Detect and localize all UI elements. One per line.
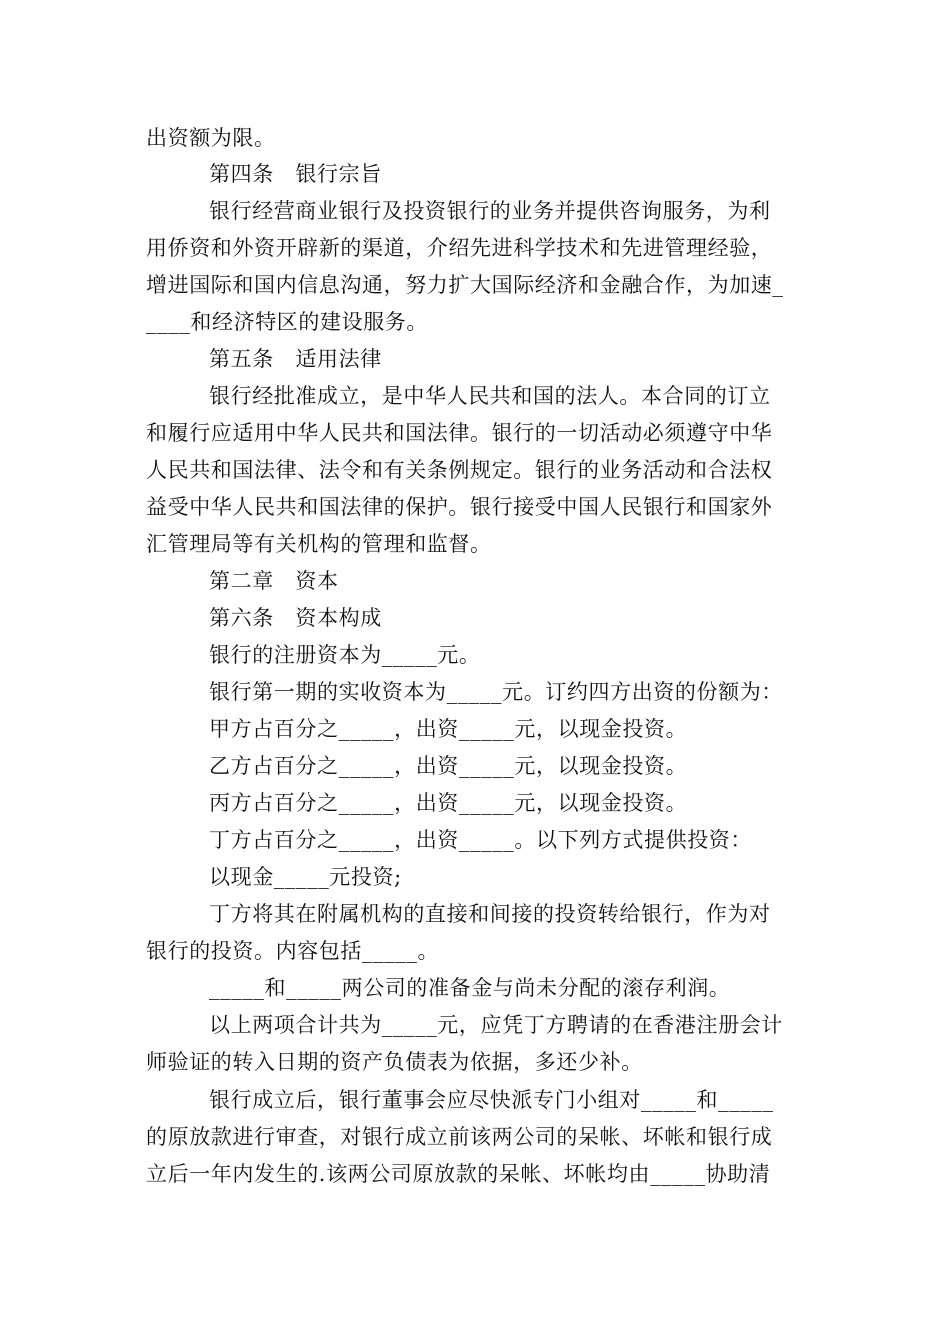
text-line: 银行经营商业银行及投资银行的业务并提供咨询服务，为利 (209, 199, 771, 223)
text-line: 丁方占百分之_____，出资_____。以下列方式提供投资： (209, 828, 752, 852)
article-heading: 第六条 资本构成 (209, 606, 382, 630)
text-line: 乙方占百分之_____，出资_____元，以现金投资。 (209, 754, 688, 778)
text-line: 银行成立后，银行董事会应尽快派专门小组对_____和_____ (209, 1088, 774, 1112)
text-line: 汇管理局等有关机构的管理和监督。 (146, 532, 492, 556)
text-line: 以上两项合计共为_____元，应凭丁方聘请的在香港注册会计 (209, 1013, 783, 1037)
text-line: 甲方占百分之_____，出资_____元，以现金投资。 (209, 717, 688, 741)
text-line: 用侨资和外资开辟新的渠道，介绍先进科学技术和先进管理经验， (146, 236, 773, 260)
text-line: 银行经批准成立，是中华人民共和国的法人。本合同的订立 (209, 384, 771, 408)
text-line: 以现金_____元投资; (209, 865, 402, 889)
text-line: 人民共和国法律、法令和有关条例规定。银行的业务活动和合法权 (146, 458, 773, 482)
text-line: 的原放款进行审查，对银行成立前该两公司的呆帐、坏帐和银行成 (146, 1125, 773, 1149)
article-heading: 第四条 银行宗旨 (209, 162, 382, 186)
text-line: _____和_____两公司的准备金与尚未分配的滚存利润。 (209, 976, 731, 1000)
chapter-heading: 第二章 资本 (209, 569, 339, 593)
text-line: 丁方将其在附属机构的直接和间接的投资转给银行，作为对 (209, 902, 771, 926)
text-line: ____和经济特区的建设服务。 (146, 310, 428, 334)
text-line: 丙方占百分之_____，出资_____元，以现金投资。 (209, 791, 688, 815)
article-heading: 第五条 适用法律 (209, 347, 382, 371)
text-line: 银行第一期的实收资本为_____元。订约四方出资的份额为： (209, 680, 783, 704)
text-line: 益受中华人民共和国法律的保护。银行接受中国人民银行和国家外 (146, 495, 773, 519)
text-line: 银行的投资。内容包括_____。 (146, 939, 440, 963)
text-line: 增进国际和国内信息沟通，努力扩大国际经济和金融合作，为加速_ (146, 273, 784, 297)
text-line: 出资额为限。 (146, 126, 276, 150)
text-line: 和履行应适用中华人民共和国法律。银行的一切活动必须遵守中华 (146, 421, 773, 445)
text-line: 银行的注册资本为_____元。 (209, 643, 481, 667)
text-line: 立后一年内发生的.该两公司原放款的呆帐、坏帐均由_____协助清 (146, 1162, 771, 1186)
text-line: 师验证的转入日期的资产负债表为依据，多还少补。 (146, 1050, 643, 1074)
